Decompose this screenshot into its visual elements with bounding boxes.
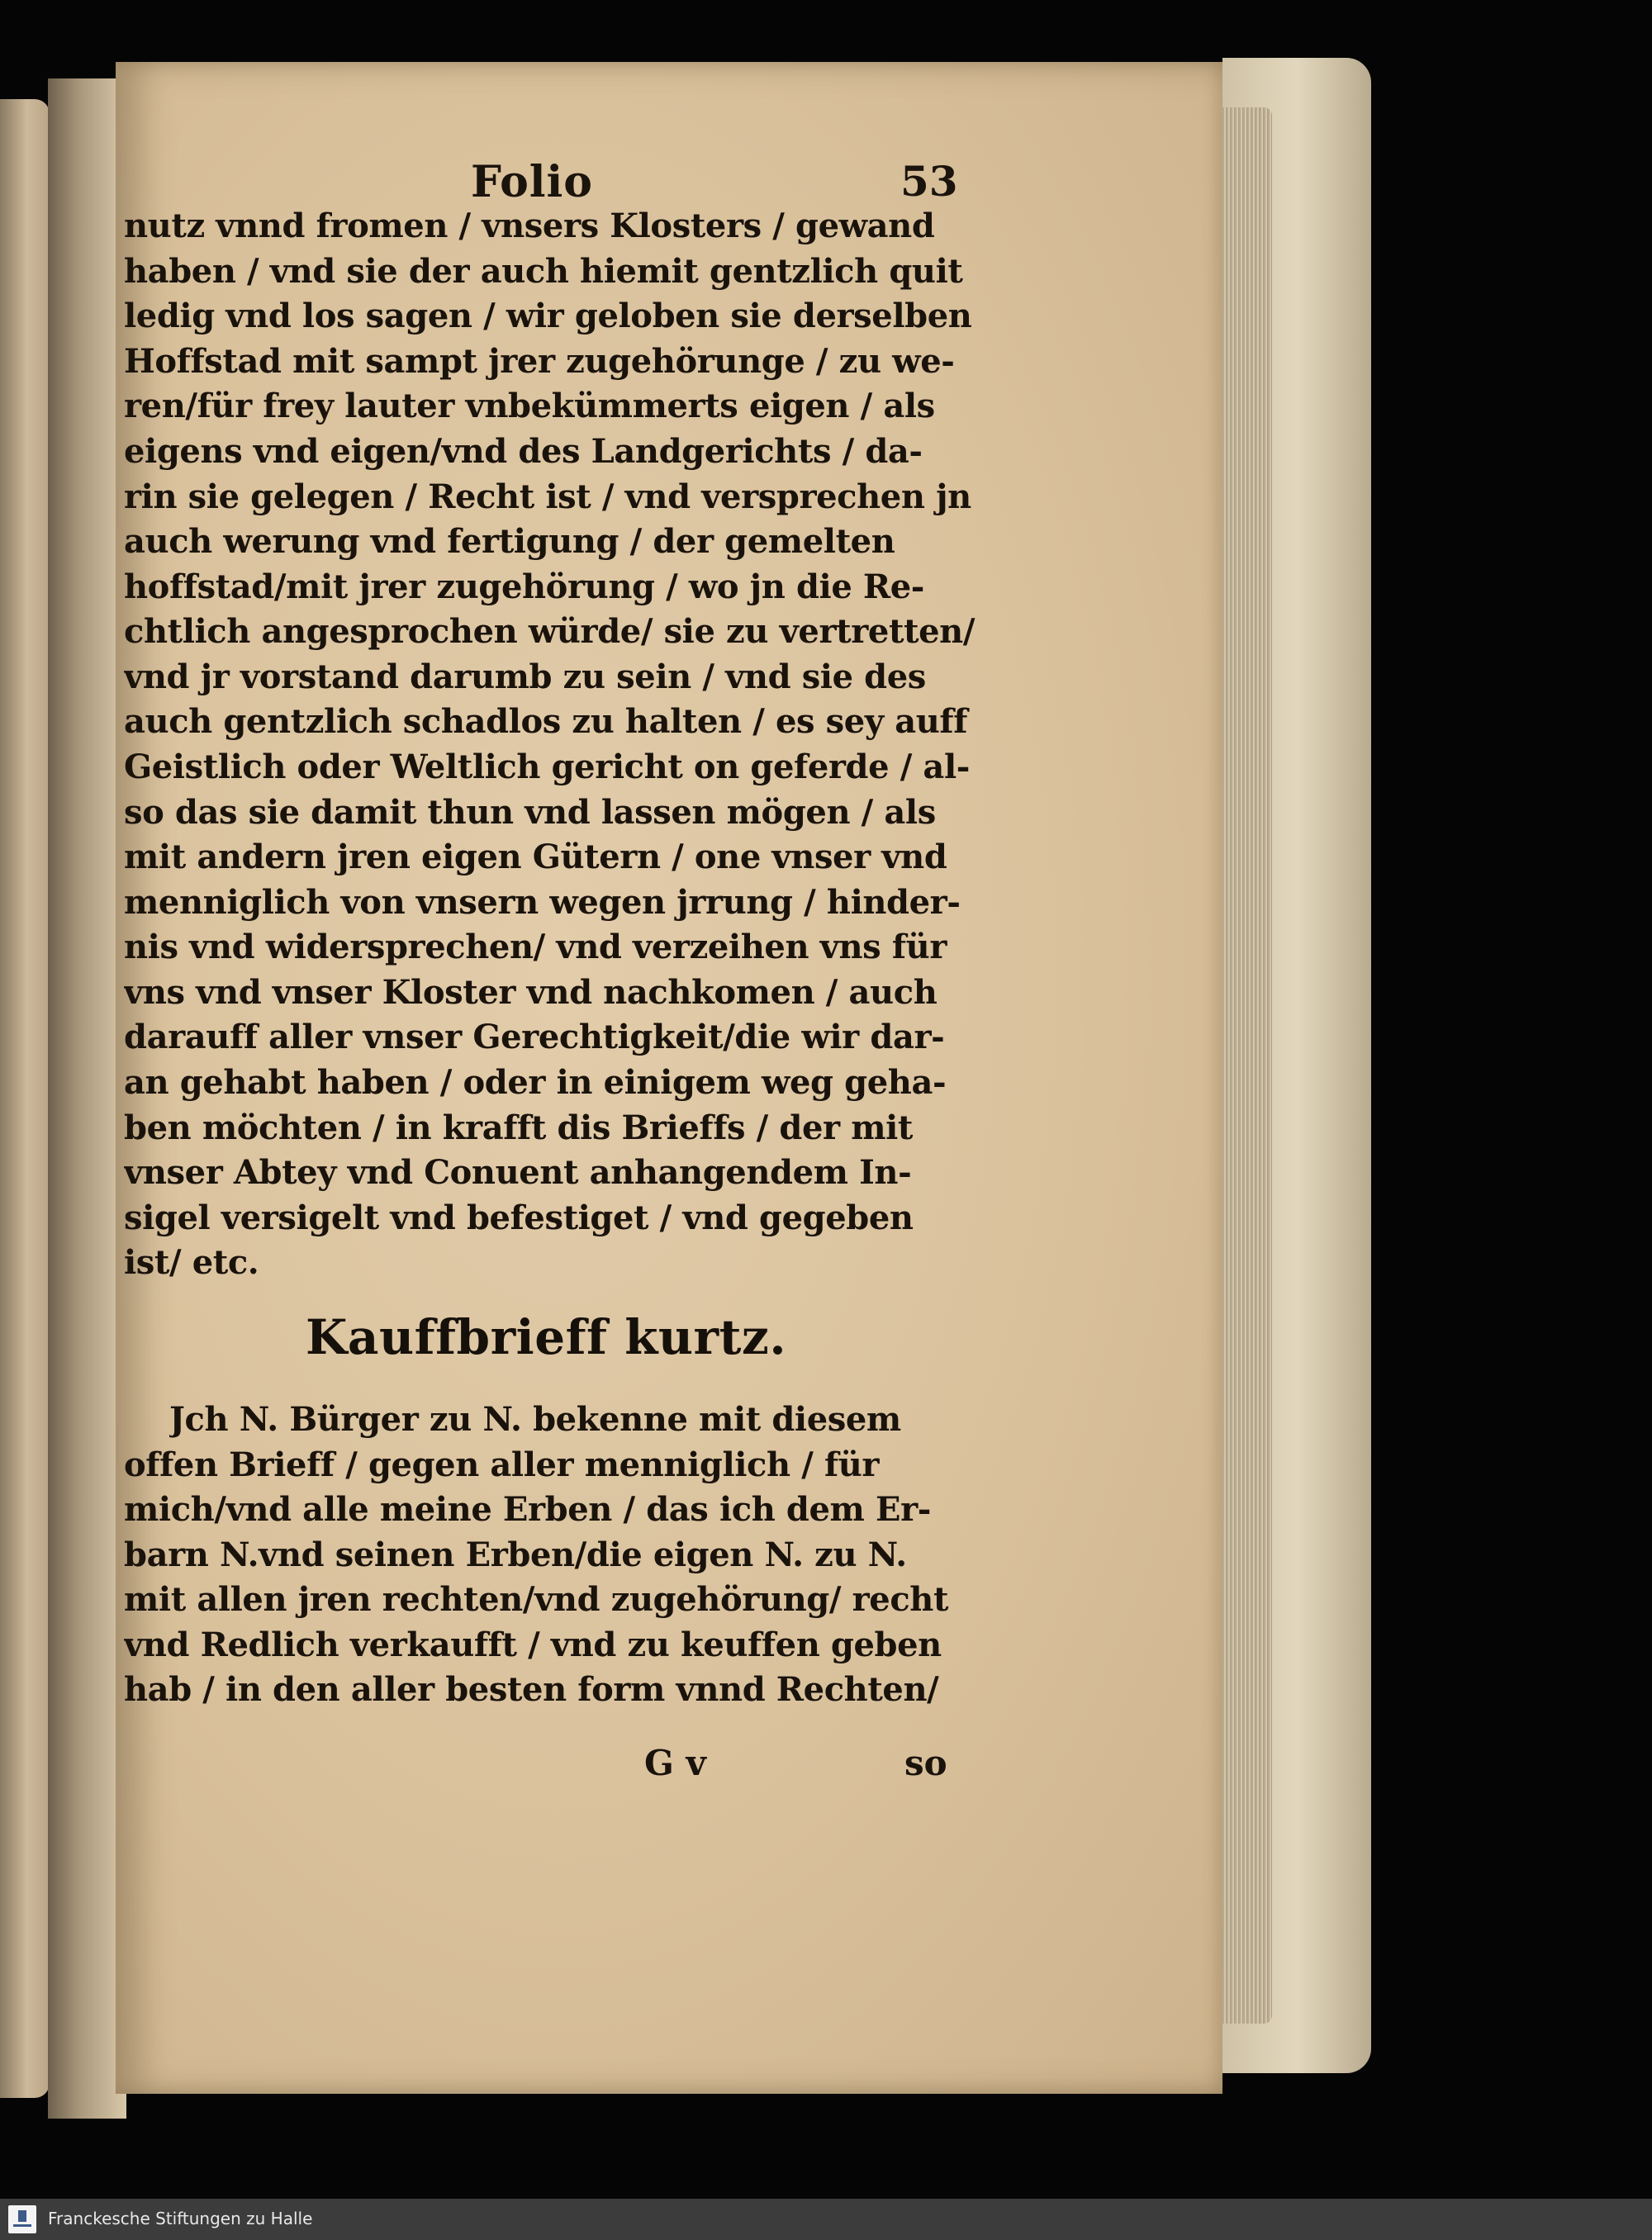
- text-line: Jch N. Bürger zu N. bekenne mit diesem: [169, 1400, 901, 1439]
- book-gutter: [48, 78, 126, 2119]
- text-line: offen Brieff / gegen aller menniglich / für: [124, 1445, 880, 1484]
- left-page-edge: [0, 99, 50, 2098]
- text-line: vnser Abtey vnd Conuent anhangendem In-: [124, 1153, 912, 1192]
- text-line: an gehabt haben / oder in einigem weg geha-: [124, 1063, 947, 1102]
- signature-mark: G v: [644, 1743, 706, 1783]
- text-line: darauff aller vnser Gerechtigkeit/die wir dar-: [124, 1018, 945, 1056]
- text-line: vns vnd vnser Kloster vnd nachkomen / auch: [124, 973, 938, 1012]
- text-line: mit andern jren eigen Gütern / one vnser vnd: [124, 838, 947, 876]
- text-line: ist/ etc.: [124, 1243, 259, 1282]
- section-heading: Kauffbrieff kurtz.: [306, 1309, 787, 1365]
- text-line: haben / vnd sie der auch hiemit gentzlich quit: [124, 252, 963, 291]
- text-line: vnd Redlich verkaufft / vnd zu keuffen geben: [124, 1625, 942, 1664]
- text-line: nutz vnnd fromen / vnsers Klosters / gewand: [124, 206, 935, 245]
- text-line: vnd jr vorstand darumb zu sein / vnd sie des: [124, 657, 926, 696]
- text-line: nis vnd widersprechen/ vnd verzeihen vns für: [124, 928, 947, 966]
- viewer-footer-bar: [0, 2199, 1652, 2240]
- text-line: hoffstad/mit jrer zugehörung / wo jn die Re-: [124, 567, 924, 606]
- text-line: rin sie gelegen / Recht ist / vnd versprechen jn: [124, 477, 971, 516]
- text-line: auch werung vnd fertigung / der gemelten: [124, 522, 895, 561]
- institution-logo-icon: [8, 2205, 36, 2233]
- text-line: sigel versigelt vnd befestiget / vnd gegeben: [124, 1198, 914, 1237]
- text-line: so das sie damit thun vnd lassen mögen / als: [124, 793, 936, 832]
- text-line: eigens vnd eigen/vnd des Landgerichts / da-: [124, 432, 923, 471]
- text-line: hab / in den aller besten form vnnd Rechten/: [124, 1670, 939, 1709]
- text-line: chtlich angesprochen würde/ sie zu vertretten/: [124, 612, 976, 651]
- text-line: menniglich von vnsern wegen jrrung / hinder-: [124, 883, 961, 922]
- folio-number: 53: [900, 157, 958, 206]
- text-line: ben möchten / in krafft dis Brieffs / der mit: [124, 1108, 914, 1147]
- text-line: Geistlich oder Weltlich gericht on geferde / al-: [124, 747, 970, 786]
- institution-name: Franckesche Stiftungen zu Halle: [48, 2209, 313, 2228]
- folio-label: Folio: [471, 157, 593, 207]
- text-line: barn N.vnd seinen Erben/die eigen N. zu N.: [124, 1535, 907, 1574]
- printed-page: [116, 62, 1222, 2094]
- text-line: mit allen jren rechten/vnd zugehörung/ recht: [124, 1580, 949, 1619]
- text-line: ren/für frey lauter vnbekümmerts eigen / als: [124, 387, 935, 425]
- text-line: mich/vnd alle meine Erben / das ich dem Er-: [124, 1490, 931, 1529]
- text-line: ledig vnd los sagen / wir geloben sie derselben: [124, 297, 972, 335]
- catchword: so: [904, 1743, 947, 1783]
- text-line: auch gentzlich schadlos zu halten / es sey auff: [124, 702, 968, 741]
- text-line: Hoffstad mit sampt jrer zugehörunge / zu we-: [124, 342, 955, 381]
- page-footer-marks: [116, 1743, 1222, 1792]
